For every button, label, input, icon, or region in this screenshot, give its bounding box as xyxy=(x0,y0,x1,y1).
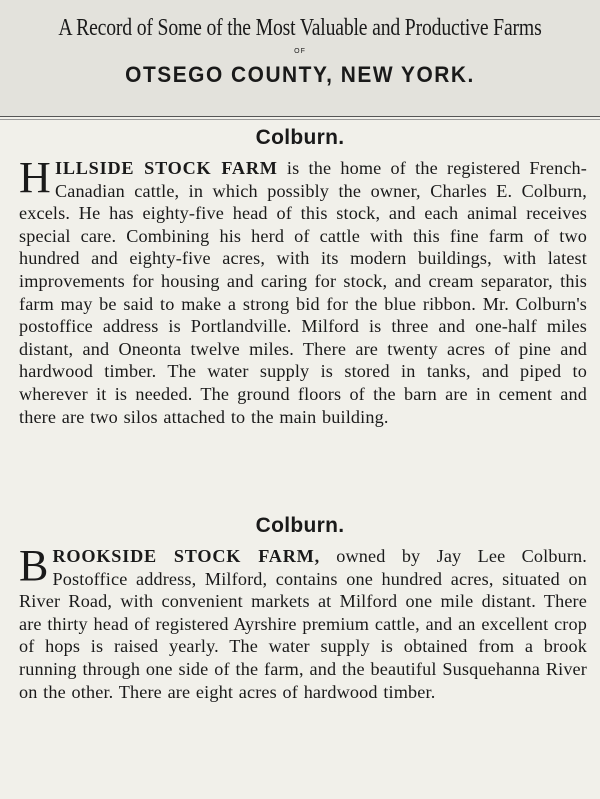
section-2-drop-cap: B xyxy=(19,541,49,590)
section-1-paragraph xyxy=(19,153,587,428)
header-rule-secondary xyxy=(0,119,600,120)
section-2-paragraph xyxy=(19,541,587,703)
section-1-farm-name: ILLSIDE STOCK FARM xyxy=(54,158,278,178)
page-header xyxy=(0,0,600,116)
section-1-heading: Colburn. xyxy=(255,126,345,149)
section-1-drop-cap: H xyxy=(19,153,51,202)
section-1-body: is the home of the registered French-Canadian cattle, in which possibly the owner, Charles E. Colburn, excels. He has eighty-five head of this stock, and each animal receives special care. Combining his herd of cattle with this fine farm of two hundred and eighty-five acres, with its modern buildings, with latest improvements for housing and caring for stock, and cream separator, this farm may be said to make a strong bid for the blue ribbon. Mr. Colburn's postoffice address is Portlandville. Milford is three and one-half miles distant, and Oneonta twelve miles. There are twenty acres of pine and hardwood timber. The water supply is stored in tanks, and piped to wherever it is needed. The ground floors of the barn are in cement and there are two silos attached to the main building. xyxy=(19,158,587,427)
header-rule xyxy=(0,116,600,117)
section-2-heading: Colburn. xyxy=(255,514,345,537)
header-title: A Record of Some of the Most Valuable and Productive Farms xyxy=(58,15,542,41)
header-county: OTSEGO COUNTY, NEW YORK. xyxy=(125,62,475,87)
section-2-body: owned by Jay Lee Colburn. Postoffice address, Milford, contains one hundred acres, situated on River Road, with convenient markets at Milford one mile distant. There are thirty head of registered Ayrshire premium cattle, and an excellent crop of hops is raised yearly. The water supply is obtained from a brook running through one side of the farm, and the beautiful Susquehanna River on the other. There are eight acres of hardwood timber. xyxy=(19,546,587,702)
section-2-farm-name: ROOKSIDE STOCK FARM, xyxy=(52,546,320,566)
header-of: OF xyxy=(294,48,306,55)
